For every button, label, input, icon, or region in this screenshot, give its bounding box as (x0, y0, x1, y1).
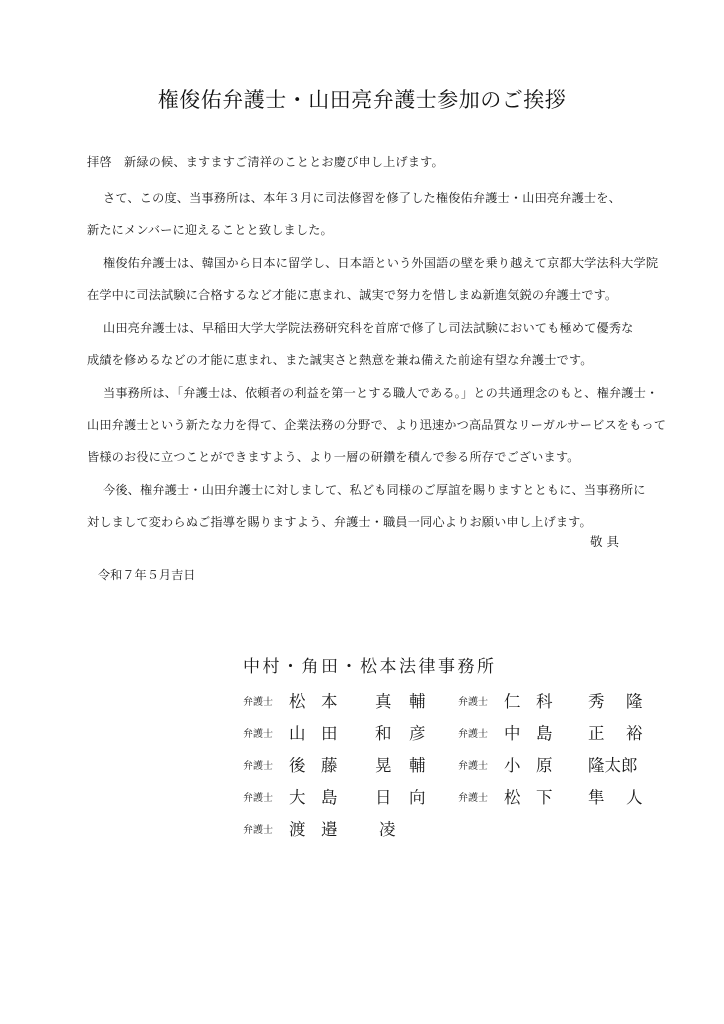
lawyer-entry (458, 720, 643, 744)
lawyer-title: 弁護士 (243, 696, 273, 708)
lawyer-entry (243, 784, 426, 808)
body-line: 在学中に司法試験に合格するなど才能に恵まれ、誠実で努力を惜しまぬ新進気鋭の弁護士です。 (87, 288, 618, 302)
lawyer-title: 弁護士 (458, 760, 488, 772)
lawyer-name: 後 藤 晃 輔 (289, 756, 426, 775)
lawyer-title: 弁護士 (458, 728, 488, 740)
lawyer-name: 松 下 隼 人 (504, 788, 643, 807)
lawyer-name: 中 島 正 裕 (504, 724, 643, 743)
closing-phrase: 敬具 (590, 534, 624, 549)
body-line: 当事務所は、「弁護士は、依頼者の利益を第一とする職人である。」との共通理念のもと、権弁護士・ (103, 386, 659, 400)
body-line: 新たにメンバーに迎えることと致しました。 (87, 223, 333, 237)
document-title: 権俊佑弁護士・山田亮弁護士参加のご挨拶 (157, 88, 567, 112)
body-line: 皆様のお役に立つことができますよう、より一層の研鑽を積んで参る所存でございます。 (87, 450, 580, 464)
body-line: 今後、権弁護士・山田弁護士に対しまして、私ども同様のご厚誼を賜りますとともに、当事務所に (103, 483, 646, 497)
body-line: 山田弁護士という新たな力を得て、企業法務の分野で、より迅速かつ高品質なリーガルサービスをもって (87, 418, 667, 432)
lawyer-title: 弁護士 (243, 728, 273, 740)
lawyer-name: 渡 邉 凌 (289, 820, 396, 839)
body-line: 成績を修めるなどの才能に恵まれ、また誠実さと熱意を兼ね備えた前途有望な弁護士です。 (87, 353, 593, 367)
lawyer-name: 山 田 和 彦 (289, 724, 426, 743)
greeting-line: 拝啓 新緑の候、ますますご清祥のこととお慶び申し上げます。 (87, 155, 444, 169)
body-line: 対しまして変わらぬご指導を賜りますよう、弁護士・職員一同心よりお願い申し上げます。 (87, 515, 592, 529)
lawyer-entry (458, 752, 638, 776)
date-line: 令和７年５月吉日 (98, 568, 196, 582)
lawyer-entry (458, 784, 643, 808)
lawyer-title: 弁護士 (243, 792, 273, 804)
body-line: 権俊佑弁護士は、韓国から日本に留学し、日本語という外国語の壁を乗り越えて京都大学法科大学院 (103, 256, 659, 270)
lawyer-title: 弁護士 (458, 696, 488, 708)
lawyer-entry (458, 688, 643, 712)
body-line: さて、この度、当事務所は、本年３月に司法修習を修了した権俊佑弁護士・山田亮弁護士を、 (103, 191, 621, 205)
lawyer-title: 弁護士 (243, 824, 273, 836)
lawyer-name: 小 原 隆太郎 (504, 756, 638, 775)
lawyer-entry (243, 752, 426, 776)
lawyer-entry (243, 720, 426, 744)
lawyer-name: 大 島 日 向 (289, 788, 426, 807)
lawyer-title: 弁護士 (243, 760, 273, 772)
lawyer-title: 弁護士 (458, 792, 488, 804)
lawyer-entry (243, 816, 396, 840)
body-line: 山田亮弁護士は、早稲田大学大学院法務研究科を首席で修了し司法試験においても極めて優秀な (103, 321, 634, 335)
lawyer-name: 松 本 真 輔 (289, 692, 426, 711)
firm-name: 中村・角田・松本法律事務所 (243, 657, 497, 677)
lawyer-entry (243, 688, 426, 712)
lawyer-name: 仁 科 秀 隆 (504, 692, 643, 711)
